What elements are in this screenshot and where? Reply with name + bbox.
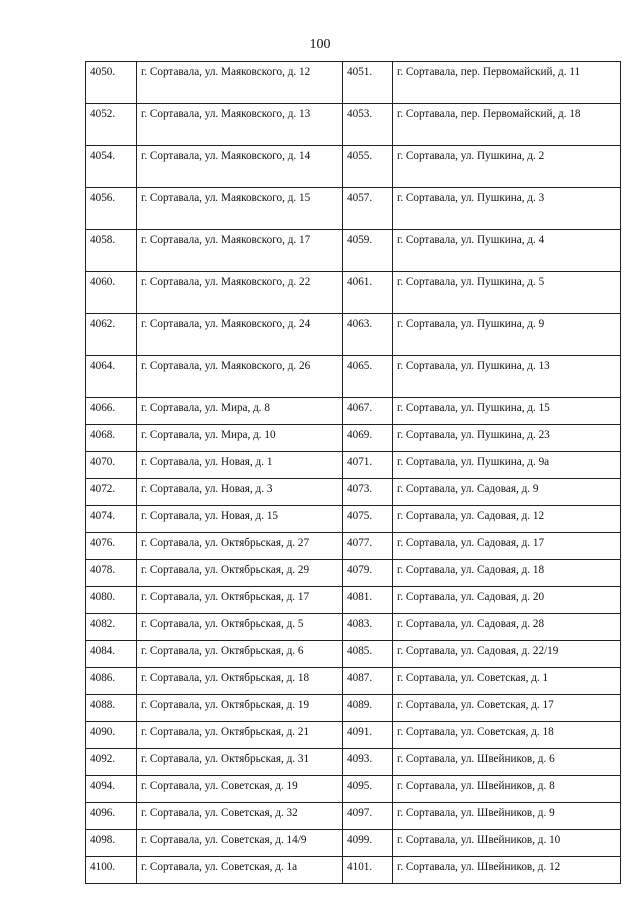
record-number-cell: 4057. — [343, 188, 393, 230]
address-cell: г. Сортавала, ул. Садовая, д. 28 — [393, 614, 621, 641]
table-row — [86, 356, 621, 398]
record-number-cell: 4066. — [86, 398, 137, 425]
address-cell: г. Сортавала, ул. Октябрьская, д. 31 — [137, 749, 343, 776]
record-number-cell: 4070. — [86, 452, 137, 479]
record-number-cell: 4072. — [86, 479, 137, 506]
address-cell: г. Сортавала, ул. Советская, д. 1 — [393, 668, 621, 695]
address-cell: г. Сортавала, ул. Пушкина, д. 3 — [393, 188, 621, 230]
address-cell: г. Сортавала, ул. Советская, д. 19 — [137, 776, 343, 803]
record-number-cell: 4060. — [86, 272, 137, 314]
table-row — [86, 587, 621, 614]
record-number-cell: 4075. — [343, 506, 393, 533]
record-number-cell: 4058. — [86, 230, 137, 272]
table-row — [86, 104, 621, 146]
record-number-cell: 4084. — [86, 641, 137, 668]
address-cell: г. Сортавала, пер. Первомайский, д. 18 — [393, 104, 621, 146]
address-cell: г. Сортавала, ул. Маяковского, д. 12 — [137, 62, 343, 104]
table-row — [86, 857, 621, 884]
record-number-cell: 4085. — [343, 641, 393, 668]
table-row — [86, 398, 621, 425]
address-cell: г. Сортавала, ул. Советская, д. 14/9 — [137, 830, 343, 857]
address-cell: г. Сортавала, ул. Маяковского, д. 26 — [137, 356, 343, 398]
table-row — [86, 722, 621, 749]
record-number-cell: 4063. — [343, 314, 393, 356]
record-number-cell: 4074. — [86, 506, 137, 533]
record-number-cell: 4083. — [343, 614, 393, 641]
record-number-cell: 4065. — [343, 356, 393, 398]
table-row — [86, 560, 621, 587]
address-cell: г. Сортавала, ул. Пушкина, д. 13 — [393, 356, 621, 398]
address-cell: г. Сортавала, ул. Швейников, д. 12 — [393, 857, 621, 884]
record-number-cell: 4089. — [343, 695, 393, 722]
address-cell: г. Сортавала, ул. Советская, д. 32 — [137, 803, 343, 830]
record-number-cell: 4088. — [86, 695, 137, 722]
address-cell: г. Сортавала, ул. Мира, д. 10 — [137, 425, 343, 452]
record-number-cell: 4087. — [343, 668, 393, 695]
record-number-cell: 4080. — [86, 587, 137, 614]
record-number-cell: 4090. — [86, 722, 137, 749]
record-number-cell: 4096. — [86, 803, 137, 830]
record-number-cell: 4071. — [343, 452, 393, 479]
table-row — [86, 425, 621, 452]
address-cell: г. Сортавала, ул. Советская, д. 17 — [393, 695, 621, 722]
record-number-cell: 4086. — [86, 668, 137, 695]
record-number-cell: 4067. — [343, 398, 393, 425]
address-cell: г. Сортавала, пер. Первомайский, д. 11 — [393, 62, 621, 104]
address-cell: г. Сортавала, ул. Садовая, д. 20 — [393, 587, 621, 614]
address-table — [85, 61, 621, 884]
record-number-cell: 4082. — [86, 614, 137, 641]
record-number-cell: 4053. — [343, 104, 393, 146]
address-table-body — [86, 62, 621, 884]
address-cell: г. Сортавала, ул. Пушкина, д. 15 — [393, 398, 621, 425]
address-cell: г. Сортавала, ул. Пушкина, д. 9 — [393, 314, 621, 356]
record-number-cell: 4101. — [343, 857, 393, 884]
record-number-cell: 4073. — [343, 479, 393, 506]
address-cell: г. Сортавала, ул. Садовая, д. 17 — [393, 533, 621, 560]
table-row — [86, 614, 621, 641]
record-number-cell: 4052. — [86, 104, 137, 146]
address-cell: г. Сортавала, ул. Пушкина, д. 2 — [393, 146, 621, 188]
address-cell: г. Сортавала, ул. Швейников, д. 6 — [393, 749, 621, 776]
address-cell: г. Сортавала, ул. Маяковского, д. 24 — [137, 314, 343, 356]
address-cell: г. Сортавала, ул. Маяковского, д. 14 — [137, 146, 343, 188]
address-cell: г. Сортавала, ул. Советская, д. 18 — [393, 722, 621, 749]
record-number-cell: 4050. — [86, 62, 137, 104]
address-cell: г. Сортавала, ул. Новая, д. 1 — [137, 452, 343, 479]
record-number-cell: 4095. — [343, 776, 393, 803]
address-cell: г. Сортавала, ул. Октябрьская, д. 17 — [137, 587, 343, 614]
record-number-cell: 4092. — [86, 749, 137, 776]
address-cell: г. Сортавала, ул. Маяковского, д. 13 — [137, 104, 343, 146]
address-cell: г. Сортавала, ул. Маяковского, д. 15 — [137, 188, 343, 230]
address-cell: г. Сортавала, ул. Октябрьская, д. 21 — [137, 722, 343, 749]
record-number-cell: 4051. — [343, 62, 393, 104]
address-cell: г. Сортавала, ул. Пушкина, д. 5 — [393, 272, 621, 314]
table-row — [86, 776, 621, 803]
record-number-cell: 4076. — [86, 533, 137, 560]
page-number: 100 — [309, 37, 331, 52]
address-cell: г. Сортавала, ул. Садовая, д. 18 — [393, 560, 621, 587]
table-row — [86, 188, 621, 230]
address-cell: г. Сортавала, ул. Швейников, д. 8 — [393, 776, 621, 803]
address-cell: г. Сортавала, ул. Швейников, д. 10 — [393, 830, 621, 857]
record-number-cell: 4055. — [343, 146, 393, 188]
address-cell: г. Сортавала, ул. Октябрьская, д. 5 — [137, 614, 343, 641]
table-row — [86, 668, 621, 695]
table-row — [86, 641, 621, 668]
record-number-cell: 4091. — [343, 722, 393, 749]
table-row — [86, 452, 621, 479]
table-row — [86, 62, 621, 104]
address-cell: г. Сортавала, ул. Садовая, д. 9 — [393, 479, 621, 506]
table-row — [86, 749, 621, 776]
record-number-cell: 4056. — [86, 188, 137, 230]
record-number-cell: 4093. — [343, 749, 393, 776]
record-number-cell: 4099. — [343, 830, 393, 857]
address-cell: г. Сортавала, ул. Пушкина, д. 4 — [393, 230, 621, 272]
table-row — [86, 533, 621, 560]
address-cell: г. Сортавала, ул. Октябрьская, д. 6 — [137, 641, 343, 668]
address-cell: г. Сортавала, ул. Советская, д. 1а — [137, 857, 343, 884]
record-number-cell: 4061. — [343, 272, 393, 314]
record-number-cell: 4098. — [86, 830, 137, 857]
address-cell: г. Сортавала, ул. Маяковского, д. 22 — [137, 272, 343, 314]
record-number-cell: 4054. — [86, 146, 137, 188]
address-cell: г. Сортавала, ул. Швейников, д. 9 — [393, 803, 621, 830]
address-cell: г. Сортавала, ул. Новая, д. 15 — [137, 506, 343, 533]
address-cell: г. Сортавала, ул. Новая, д. 3 — [137, 479, 343, 506]
table-row — [86, 830, 621, 857]
record-number-cell: 4079. — [343, 560, 393, 587]
record-number-cell: 4064. — [86, 356, 137, 398]
table-row — [86, 479, 621, 506]
table-row — [86, 506, 621, 533]
address-cell: г. Сортавала, ул. Маяковского, д. 17 — [137, 230, 343, 272]
record-number-cell: 4077. — [343, 533, 393, 560]
table-row — [86, 272, 621, 314]
table-row — [86, 314, 621, 356]
table-row — [86, 803, 621, 830]
address-cell: г. Сортавала, ул. Мира, д. 8 — [137, 398, 343, 425]
table-row — [86, 146, 621, 188]
record-number-cell: 4094. — [86, 776, 137, 803]
table-row — [86, 695, 621, 722]
record-number-cell: 4062. — [86, 314, 137, 356]
record-number-cell: 4069. — [343, 425, 393, 452]
record-number-cell: 4059. — [343, 230, 393, 272]
address-cell: г. Сортавала, ул. Октябрьская, д. 19 — [137, 695, 343, 722]
table-row — [86, 230, 621, 272]
record-number-cell: 4068. — [86, 425, 137, 452]
address-cell: г. Сортавала, ул. Пушкина, д. 23 — [393, 425, 621, 452]
record-number-cell: 4081. — [343, 587, 393, 614]
address-cell: г. Сортавала, ул. Садовая, д. 12 — [393, 506, 621, 533]
address-cell: г. Сортавала, ул. Октябрьская, д. 29 — [137, 560, 343, 587]
record-number-cell: 4078. — [86, 560, 137, 587]
address-cell: г. Сортавала, ул. Октябрьская, д. 27 — [137, 533, 343, 560]
record-number-cell: 4100. — [86, 857, 137, 884]
address-cell: г. Сортавала, ул. Пушкина, д. 9а — [393, 452, 621, 479]
address-cell: г. Сортавала, ул. Октябрьская, д. 18 — [137, 668, 343, 695]
record-number-cell: 4097. — [343, 803, 393, 830]
address-cell: г. Сортавала, ул. Садовая, д. 22/19 — [393, 641, 621, 668]
